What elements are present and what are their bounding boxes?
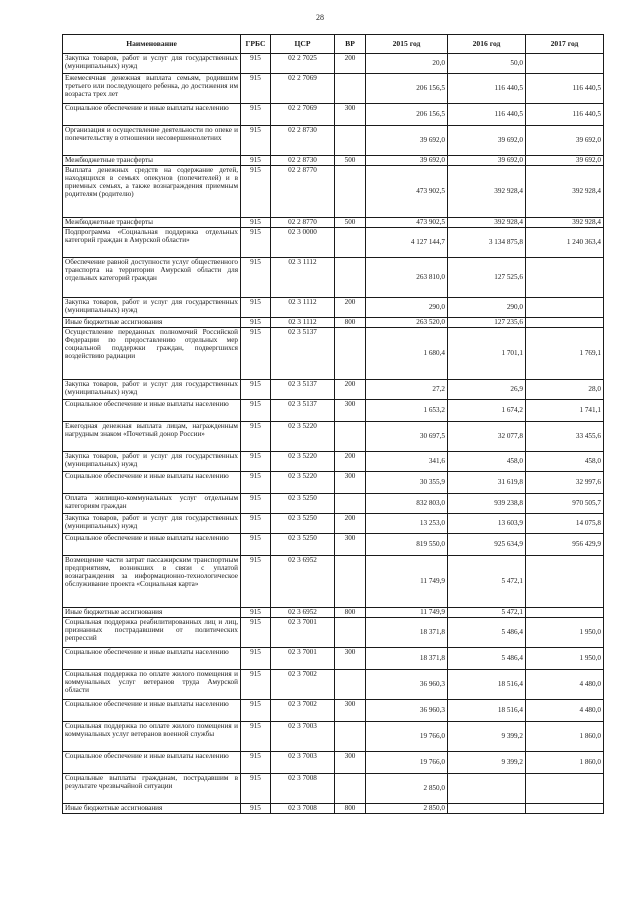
row-vr-cell (335, 126, 366, 156)
row-csr-cell: 02 3 6952 (271, 608, 335, 618)
row-name-cell: Оплата жилищно-коммунальных услуг отдельным категориям граждан (63, 494, 241, 514)
row-grbs-cell: 915 (241, 218, 271, 228)
row-grbs-cell: 915 (241, 752, 271, 774)
row-csr-cell: 02 3 5137 (271, 380, 335, 400)
row-name-cell: Социальное обеспечение и иные выплаты населению (63, 400, 241, 422)
row-2015-value: 4 127 144,7 (366, 228, 448, 258)
row-2017-value (526, 608, 604, 618)
row-2015-value: 36 960,3 (366, 700, 448, 722)
row-name-cell: Межбюджетные трансферты (63, 156, 241, 166)
row-csr-cell: 02 3 7003 (271, 752, 335, 774)
row-name-cell: Закупка товаров, работ и услуг для государственных (муниципальных) нужд (63, 298, 241, 318)
row-csr-cell: 02 2 8730 (271, 156, 335, 166)
row-2015-value: 11 749,9 (366, 608, 448, 618)
row-vr-cell (335, 618, 366, 648)
row-vr-cell: 200 (335, 452, 366, 472)
row-2016-value: 392 928,4 (448, 218, 526, 228)
table-row (63, 514, 604, 534)
row-2017-value (526, 804, 604, 814)
row-grbs-cell: 915 (241, 400, 271, 422)
table-row (63, 618, 604, 648)
row-2017-value: 1 950,0 (526, 618, 604, 648)
row-vr-cell (335, 74, 366, 104)
table-row (63, 472, 604, 494)
row-2017-value: 116 440,5 (526, 74, 604, 104)
table-row (63, 298, 604, 318)
row-2017-value (526, 556, 604, 608)
row-2016-value: 116 440,5 (448, 104, 526, 126)
row-2016-value: 1 674,2 (448, 400, 526, 422)
row-grbs-cell: 915 (241, 452, 271, 472)
row-grbs-cell: 915 (241, 328, 271, 380)
column-header-name: Наименование (63, 35, 241, 54)
table-row (63, 318, 604, 328)
row-2015-value: 39 692,0 (366, 126, 448, 156)
row-2017-value: 28,0 (526, 380, 604, 400)
row-2016-value: 9 399,2 (448, 752, 526, 774)
row-2015-value: 39 692,0 (366, 156, 448, 166)
row-name-cell: Ежегодная денежная выплата лицам, награжденным нагрудным знаком «Почетный донор России» (63, 422, 241, 452)
table-row (63, 218, 604, 228)
row-2015-value: 263 810,0 (366, 258, 448, 298)
row-2016-value: 290,0 (448, 298, 526, 318)
table-header-row (63, 35, 604, 54)
row-vr-cell (335, 328, 366, 380)
row-2016-value: 18 516,4 (448, 700, 526, 722)
row-vr-cell: 800 (335, 318, 366, 328)
row-2017-value: 32 997,6 (526, 472, 604, 494)
row-vr-cell (335, 422, 366, 452)
table-row (63, 422, 604, 452)
table-row (63, 258, 604, 298)
row-vr-cell: 300 (335, 534, 366, 556)
row-csr-cell: 02 3 7003 (271, 722, 335, 752)
row-csr-cell: 02 2 7069 (271, 74, 335, 104)
row-name-cell: Иные бюджетные ассигнования (63, 608, 241, 618)
row-csr-cell: 02 3 5250 (271, 514, 335, 534)
row-2016-value: 116 440,5 (448, 74, 526, 104)
row-2015-value: 2 850,0 (366, 774, 448, 804)
row-2016-value: 127 525,6 (448, 258, 526, 298)
row-2016-value: 39 692,0 (448, 156, 526, 166)
row-2017-value: 1 860,0 (526, 752, 604, 774)
row-2015-value: 11 749,9 (366, 556, 448, 608)
row-2016-value: 3 134 875,8 (448, 228, 526, 258)
row-name-cell: Возмещение части затрат пассажирским транспортным предприятиям, возникших в связи с уплатой вознаграждения за информационно-технологическое обслуживание проекта «Социальная карта» (63, 556, 241, 608)
column-header-2016: 2016 год (448, 35, 526, 54)
row-vr-cell (335, 494, 366, 514)
table-row (63, 328, 604, 380)
row-name-cell: Социальные выплаты гражданам, пострадавшим в результате чрезвычайной ситуации (63, 774, 241, 804)
row-2017-value: 1 860,0 (526, 722, 604, 752)
row-2017-value (526, 318, 604, 328)
row-csr-cell: 02 2 8730 (271, 126, 335, 156)
row-2016-value: 32 077,8 (448, 422, 526, 452)
row-vr-cell: 500 (335, 218, 366, 228)
row-2016-value: 50,0 (448, 54, 526, 74)
table-row (63, 648, 604, 670)
row-grbs-cell: 915 (241, 156, 271, 166)
row-csr-cell: 02 3 7001 (271, 618, 335, 648)
table-row (63, 156, 604, 166)
row-2017-value: 956 429,9 (526, 534, 604, 556)
row-name-cell: Выплата денежных средств на содержание детей, находящихся в семьях опекунов (попечителей) и в приемных семьях, а также вознаграждения приемным родителям (родителю) (63, 166, 241, 218)
table-row (63, 228, 604, 258)
row-grbs-cell: 915 (241, 514, 271, 534)
row-name-cell: Обеспечение равной доступности услуг общественного транспорта на территории Амурской области для отдельных категорий граждан (63, 258, 241, 298)
table-row (63, 534, 604, 556)
row-grbs-cell: 915 (241, 774, 271, 804)
row-grbs-cell: 915 (241, 74, 271, 104)
row-2016-value: 9 399,2 (448, 722, 526, 752)
row-2016-value: 5 472,1 (448, 608, 526, 618)
row-vr-cell: 300 (335, 752, 366, 774)
row-vr-cell (335, 258, 366, 298)
row-2016-value: 31 619,8 (448, 472, 526, 494)
row-csr-cell: 02 3 1112 (271, 318, 335, 328)
row-grbs-cell: 915 (241, 380, 271, 400)
row-csr-cell: 02 2 8770 (271, 218, 335, 228)
row-2017-value: 33 455,6 (526, 422, 604, 452)
row-2016-value: 458,0 (448, 452, 526, 472)
row-2016-value: 5 486,4 (448, 648, 526, 670)
row-2017-value (526, 774, 604, 804)
row-2015-value: 206 156,5 (366, 104, 448, 126)
row-2016-value: 939 238,8 (448, 494, 526, 514)
row-vr-cell: 800 (335, 804, 366, 814)
row-vr-cell (335, 670, 366, 700)
table-row (63, 104, 604, 126)
table-row (63, 126, 604, 156)
row-name-cell: Социальное обеспечение и иные выплаты населению (63, 472, 241, 494)
row-csr-cell: 02 3 7008 (271, 804, 335, 814)
budget-table (62, 34, 604, 814)
row-2016-value (448, 774, 526, 804)
row-vr-cell: 200 (335, 298, 366, 318)
row-grbs-cell: 915 (241, 700, 271, 722)
row-csr-cell: 02 3 5250 (271, 494, 335, 514)
row-2017-value: 1 769,1 (526, 328, 604, 380)
row-2015-value: 20,0 (366, 54, 448, 74)
row-grbs-cell: 915 (241, 422, 271, 452)
row-2016-value: 925 634,9 (448, 534, 526, 556)
row-grbs-cell: 915 (241, 670, 271, 700)
row-grbs-cell: 915 (241, 556, 271, 608)
table-row (63, 380, 604, 400)
row-2015-value: 290,0 (366, 298, 448, 318)
row-name-cell: Ежемесячная денежная выплата семьям, родившим третьего или последующего ребенка, до достижения им возраста трех лет (63, 74, 241, 104)
row-2017-value: 4 480,0 (526, 700, 604, 722)
row-name-cell: Социальное обеспечение и иные выплаты населению (63, 104, 241, 126)
row-2017-value: 39 692,0 (526, 156, 604, 166)
row-2015-value: 1 653,2 (366, 400, 448, 422)
row-vr-cell: 300 (335, 104, 366, 126)
row-name-cell: Межбюджетные трансферты (63, 218, 241, 228)
row-2017-value (526, 298, 604, 318)
row-csr-cell: 02 3 7008 (271, 774, 335, 804)
row-2015-value: 473 902,5 (366, 166, 448, 218)
row-2015-value: 36 960,3 (366, 670, 448, 700)
column-header-grbs: ГРБС (241, 35, 271, 54)
row-2016-value: 1 701,1 (448, 328, 526, 380)
row-2017-value: 970 505,7 (526, 494, 604, 514)
row-2016-value: 5 486,4 (448, 618, 526, 648)
row-2015-value: 341,6 (366, 452, 448, 472)
table-row (63, 74, 604, 104)
row-2015-value: 1 680,4 (366, 328, 448, 380)
row-2017-value: 1 741,1 (526, 400, 604, 422)
row-2015-value: 263 520,0 (366, 318, 448, 328)
row-2015-value: 13 253,0 (366, 514, 448, 534)
table-row (63, 400, 604, 422)
row-name-cell: Социальная поддержка по оплате жилого помещения и коммунальных услуг ветеранов труда Амурской области (63, 670, 241, 700)
row-vr-cell: 300 (335, 400, 366, 422)
row-grbs-cell: 915 (241, 618, 271, 648)
table-row (63, 752, 604, 774)
row-csr-cell: 02 3 7002 (271, 700, 335, 722)
row-grbs-cell: 915 (241, 608, 271, 618)
row-csr-cell: 02 3 0000 (271, 228, 335, 258)
table-row (63, 494, 604, 514)
row-2017-value: 458,0 (526, 452, 604, 472)
row-csr-cell: 02 2 7025 (271, 54, 335, 74)
row-grbs-cell: 915 (241, 648, 271, 670)
row-2016-value: 127 235,6 (448, 318, 526, 328)
row-2017-value: 392 928,4 (526, 218, 604, 228)
row-grbs-cell: 915 (241, 54, 271, 74)
row-csr-cell: 02 3 7002 (271, 670, 335, 700)
row-name-cell: Социальная поддержка по оплате жилого помещения и коммунальных услуг ветеранов военной службы (63, 722, 241, 752)
row-name-cell: Подпрограмма «Социальная поддержка отдельных категорий граждан в Амурской области» (63, 228, 241, 258)
row-grbs-cell: 915 (241, 472, 271, 494)
row-name-cell: Иные бюджетные ассигнования (63, 318, 241, 328)
column-header-2017: 2017 год (526, 35, 604, 54)
row-2017-value: 392 928,4 (526, 166, 604, 218)
row-vr-cell: 200 (335, 380, 366, 400)
row-vr-cell: 200 (335, 54, 366, 74)
page-number: 28 (316, 13, 324, 22)
row-csr-cell: 02 3 1112 (271, 258, 335, 298)
row-2015-value: 30 355,9 (366, 472, 448, 494)
row-2017-value (526, 258, 604, 298)
row-csr-cell: 02 3 5137 (271, 328, 335, 380)
row-csr-cell: 02 3 5137 (271, 400, 335, 422)
row-2016-value: 5 472,1 (448, 556, 526, 608)
row-csr-cell: 02 3 1112 (271, 298, 335, 318)
row-grbs-cell: 915 (241, 104, 271, 126)
row-csr-cell: 02 3 5250 (271, 534, 335, 556)
table-row (63, 166, 604, 218)
row-2017-value: 39 692,0 (526, 126, 604, 156)
table-row (63, 556, 604, 608)
row-grbs-cell: 915 (241, 126, 271, 156)
row-name-cell: Иные бюджетные ассигнования (63, 804, 241, 814)
row-2015-value: 832 803,0 (366, 494, 448, 514)
row-csr-cell: 02 3 5220 (271, 452, 335, 472)
row-vr-cell (335, 166, 366, 218)
row-2015-value: 27,2 (366, 380, 448, 400)
table-row (63, 54, 604, 74)
table-row (63, 804, 604, 814)
row-2016-value: 13 603,9 (448, 514, 526, 534)
row-vr-cell (335, 228, 366, 258)
table-row (63, 670, 604, 700)
row-grbs-cell: 915 (241, 722, 271, 752)
row-2015-value: 18 371,8 (366, 648, 448, 670)
row-2015-value: 819 550,0 (366, 534, 448, 556)
row-name-cell: Закупка товаров, работ и услуг для государственных (муниципальных) нужд (63, 514, 241, 534)
row-vr-cell: 500 (335, 156, 366, 166)
row-grbs-cell: 915 (241, 298, 271, 318)
row-2015-value: 18 371,8 (366, 618, 448, 648)
row-2015-value: 473 902,5 (366, 218, 448, 228)
table-body (63, 54, 604, 814)
row-vr-cell: 300 (335, 700, 366, 722)
row-csr-cell: 02 2 7069 (271, 104, 335, 126)
row-csr-cell: 02 2 8770 (271, 166, 335, 218)
table-row (63, 700, 604, 722)
row-csr-cell: 02 3 6952 (271, 556, 335, 608)
row-2017-value: 14 075,8 (526, 514, 604, 534)
row-vr-cell (335, 774, 366, 804)
row-csr-cell: 02 3 5220 (271, 422, 335, 452)
row-vr-cell: 300 (335, 472, 366, 494)
row-grbs-cell: 915 (241, 494, 271, 514)
row-name-cell: Социальное обеспечение и иные выплаты населению (63, 534, 241, 556)
row-name-cell: Закупка товаров, работ и услуг для государственных (муниципальных) нужд (63, 452, 241, 472)
row-name-cell: Социальная поддержка реабилитированных лиц и лиц, признанных пострадавшими от политических репрессий (63, 618, 241, 648)
row-grbs-cell: 915 (241, 318, 271, 328)
column-header-csr: ЦСР (271, 35, 335, 54)
row-2017-value (526, 54, 604, 74)
row-name-cell: Социальное обеспечение и иные выплаты населению (63, 752, 241, 774)
table-row (63, 722, 604, 752)
row-2015-value: 19 766,0 (366, 722, 448, 752)
column-header-vr: ВР (335, 35, 366, 54)
row-2016-value: 39 692,0 (448, 126, 526, 156)
row-vr-cell (335, 556, 366, 608)
row-2015-value: 30 697,5 (366, 422, 448, 452)
row-2016-value: 18 516,4 (448, 670, 526, 700)
table-row (63, 774, 604, 804)
row-grbs-cell: 915 (241, 258, 271, 298)
row-2017-value: 1 950,0 (526, 648, 604, 670)
row-2016-value (448, 804, 526, 814)
row-name-cell: Организация и осуществление деятельности по опеке и попечительству в отношении несовершеннолетних (63, 126, 241, 156)
row-2015-value: 2 850,0 (366, 804, 448, 814)
row-2017-value: 4 480,0 (526, 670, 604, 700)
row-2016-value: 26,9 (448, 380, 526, 400)
row-2017-value: 116 440,5 (526, 104, 604, 126)
row-2017-value: 1 240 363,4 (526, 228, 604, 258)
row-2015-value: 206 156,5 (366, 74, 448, 104)
row-vr-cell: 800 (335, 608, 366, 618)
row-vr-cell: 200 (335, 514, 366, 534)
row-name-cell: Социальное обеспечение и иные выплаты населению (63, 700, 241, 722)
row-csr-cell: 02 3 7001 (271, 648, 335, 670)
row-grbs-cell: 915 (241, 166, 271, 218)
row-csr-cell: 02 3 5220 (271, 472, 335, 494)
row-2015-value: 19 766,0 (366, 752, 448, 774)
table-row (63, 452, 604, 472)
row-name-cell: Закупка товаров, работ и услуг для государственных (муниципальных) нужд (63, 380, 241, 400)
row-name-cell: Осуществление переданных полномочий Российской Федерации по предоставлению отдельных мер социальной поддержки граждан, подвергшихся воздействию радиации (63, 328, 241, 380)
row-vr-cell (335, 722, 366, 752)
row-name-cell: Социальное обеспечение и иные выплаты населению (63, 648, 241, 670)
row-2016-value: 392 928,4 (448, 166, 526, 218)
column-header-2015: 2015 год (366, 35, 448, 54)
row-name-cell: Закупка товаров, работ и услуг для государственных (муниципальных) нужд (63, 54, 241, 74)
row-vr-cell: 300 (335, 648, 366, 670)
row-grbs-cell: 915 (241, 804, 271, 814)
row-grbs-cell: 915 (241, 534, 271, 556)
row-grbs-cell: 915 (241, 228, 271, 258)
table-row (63, 608, 604, 618)
